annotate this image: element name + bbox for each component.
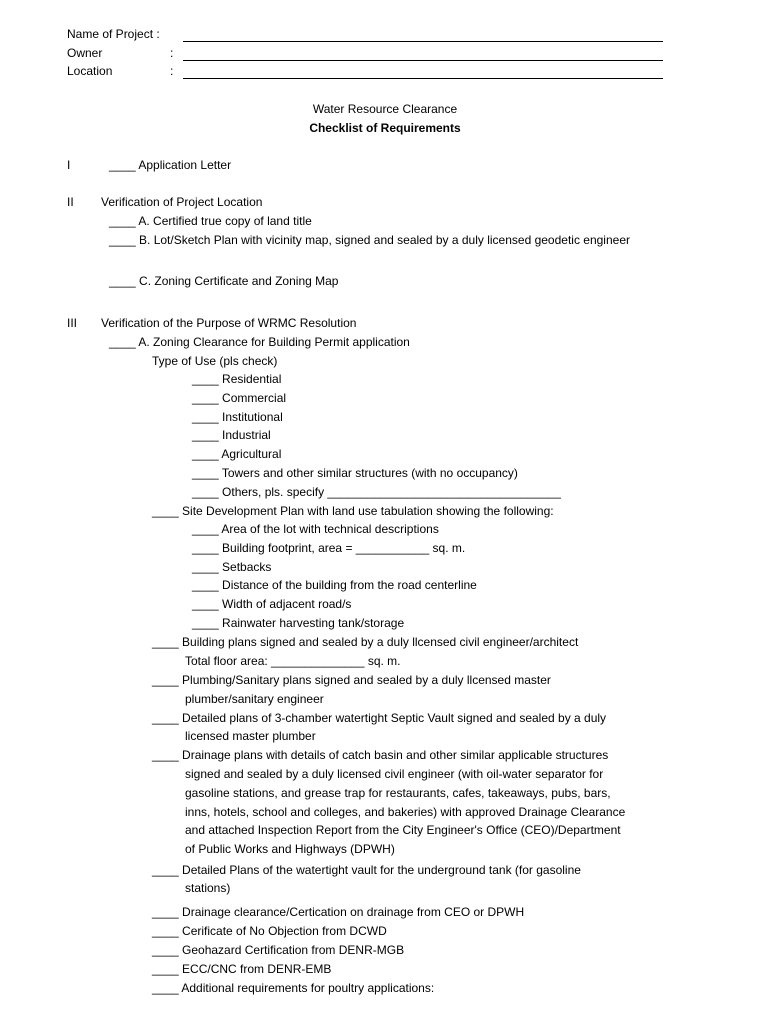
checklist-item-plumbing-plans: ____ Plumbing/Sanitary plans signed and sealed by a duly llcensed master (152, 673, 551, 687)
checklist-item-drainage-plans: ____ Drainage plans with details of catch basin and other similar applicable structures (152, 748, 609, 762)
checklist-item-application-letter: ____ Application Letter (109, 158, 232, 172)
site-plan-item: ____ Area of the lot with technical descriptions (192, 522, 439, 536)
drainage-plans-continued: of Public Works and Highways (DPWH) (185, 842, 395, 856)
septic-vault-continued: licensed master plumber (185, 729, 316, 743)
drainage-plans-continued: signed and sealed by a duly licensed civil engineer (with oil-water separator for (185, 767, 604, 781)
document-title: Water Resource Clearance (312, 102, 458, 116)
checklist-item-zoning-certificate: ____ C. Zoning Certificate and Zoning Map (109, 274, 339, 288)
site-plan-item: ____ Width of adjacent road/s (192, 597, 352, 611)
site-plan-item: ____ Setbacks (192, 560, 272, 574)
use-option: ____ Institutional (192, 410, 283, 424)
site-plan-item: ____ Rainwater harvesting tank/storage (192, 616, 405, 630)
checklist-item-sketch-plan: ____ B. Lot/Sketch Plan with vicinity map, signed and sealed by a duly licensed geodetic engineer (109, 233, 630, 247)
plumbing-plans-continued: plumber/sanitary engineer (185, 692, 324, 706)
use-option: ____ Towers and other similar structures (with no occupancy) (192, 466, 518, 480)
checklist-item-poultry: ____ Additional requirements for poultry applications: (152, 981, 435, 995)
section-3-number: III (67, 316, 78, 330)
type-of-use-label: Type of Use (pls check) (152, 354, 278, 368)
checklist-item-site-development-plan: ____ Site Development Plan with land use tabulation showing the following: (152, 504, 554, 518)
checklist-item-septic-vault: ____ Detailed plans of 3-chamber watertight Septic Vault signed and sealed by a duly (152, 711, 607, 725)
drainage-plans-continued: and attached Inspection Report from the City Engineer's Office (CEO)/Department (185, 823, 621, 837)
location-field[interactable] (183, 78, 663, 79)
site-plan-item: ____ Building footprint, area = ___________ sq. m. (192, 541, 466, 555)
use-option: ____ Others, pls. specify ___________________________________ (192, 485, 561, 499)
checklist-item-watertight-vault: ____ Detailed Plans of the watertight vault for the underground tank (for gasoline (152, 863, 581, 877)
owner-field[interactable] (183, 60, 663, 61)
checklist-item-geohazard: ____ Geohazard Certification from DENR-MGB (152, 943, 405, 957)
checklist-item-building-plans: ____ Building plans signed and sealed by a duly llcensed civil engineer/architect (152, 635, 579, 649)
document-subtitle: Checklist of Requirements (309, 121, 461, 135)
section-1-number: I (67, 158, 71, 172)
project-name-label: Name of Project : (67, 27, 160, 41)
checklist-item-ecc-cnc: ____ ECC/CNC from DENR-EMB (152, 962, 332, 976)
checklist-item-no-objection: ____ Cerificate of No Objection from DCWD (152, 924, 387, 938)
site-plan-item: ____ Distance of the building from the road centerline (192, 578, 477, 592)
owner-label: Owner (67, 46, 103, 60)
owner-colon: : (170, 46, 174, 60)
watertight-vault-continued: stations) (185, 881, 231, 895)
drainage-plans-continued: gasoline stations, and grease trap for restaurants, cafes, takeaways, pubs, bars, (185, 786, 611, 800)
drainage-plans-continued: inns, hotels, school and colleges, and bakeries) with approved Drainage Clearance (185, 805, 626, 819)
use-option: ____ Agricultural (192, 447, 282, 461)
section-2-number: II (67, 195, 74, 209)
location-label: Location (67, 64, 113, 78)
use-option: ____ Commercial (192, 391, 287, 405)
checklist-item-land-title: ____ A. Certified true copy of land title (109, 214, 312, 228)
checklist-item-drainage-clearance: ____ Drainage clearance/Certication on drainage from CEO or DPWH (152, 905, 525, 919)
project-name-field[interactable] (183, 41, 663, 42)
location-colon: : (170, 64, 174, 78)
checklist-item-zoning-clearance: ____ A. Zoning Clearance for Building Permit application (109, 335, 410, 349)
section-2-title: Verification of Project Location (101, 195, 263, 209)
use-option: ____ Residential (192, 372, 282, 386)
section-3-title: Verification of the Purpose of WRMC Resolution (101, 316, 357, 330)
use-option: ____ Industrial (192, 428, 271, 442)
total-floor-area: Total floor area: ______________ sq. m. (185, 654, 401, 668)
